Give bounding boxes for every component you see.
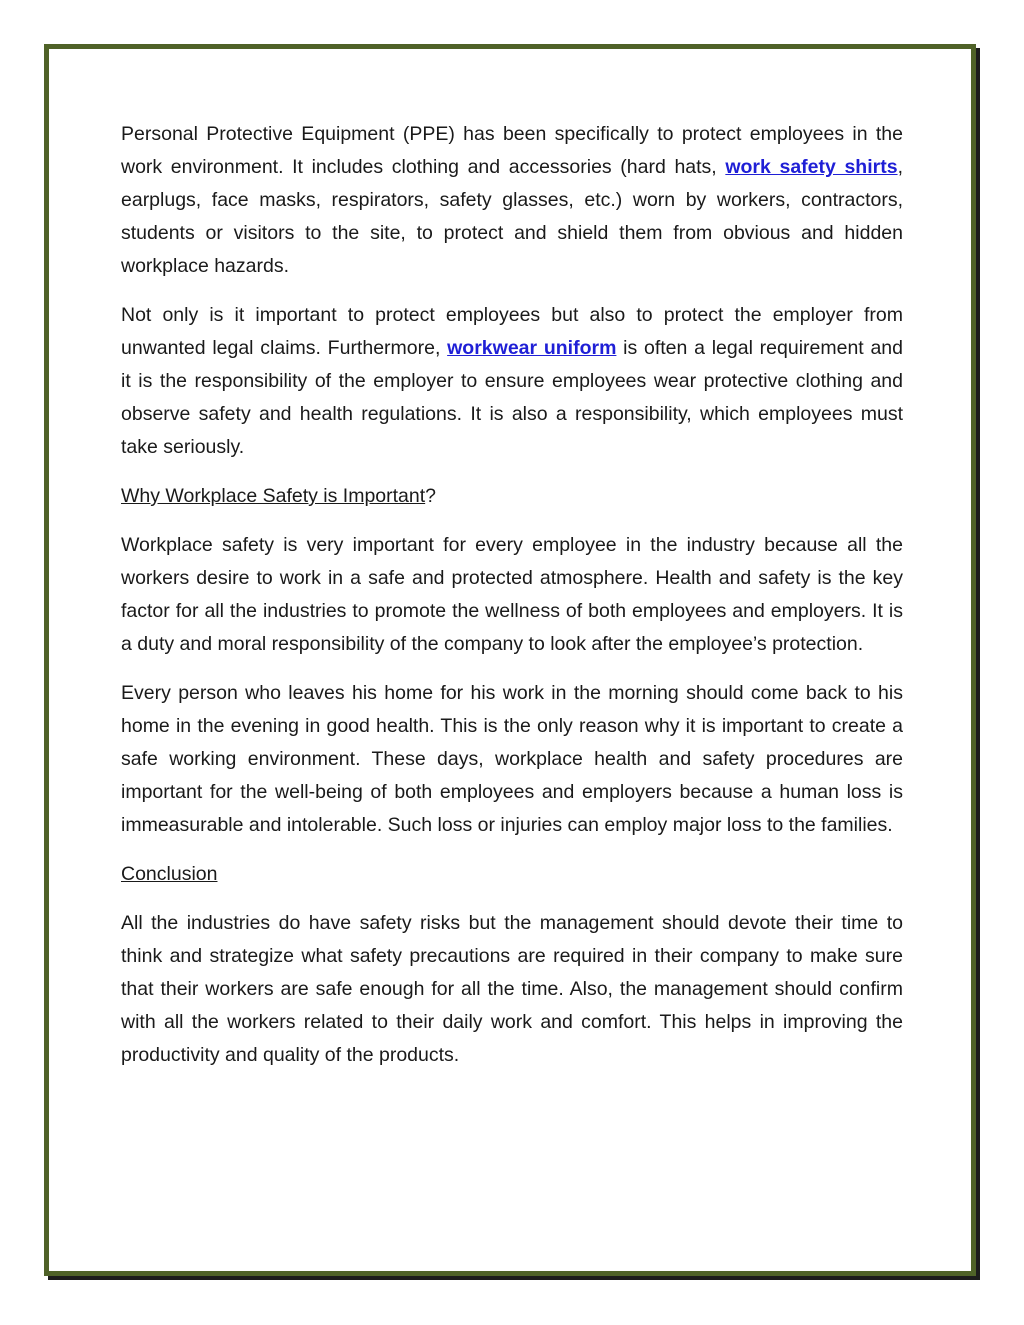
work-safety-shirts-link[interactable]: work safety shirts	[725, 156, 898, 178]
workwear-uniform-link[interactable]: workwear uniform	[447, 337, 617, 359]
paragraph-every-person: Every person who leaves his home for his work in the morning should come back to his home in the evening in good health. This is the only reason why it is important to create a safe working environment. These days, workplace health and safety procedures are important for the well-being of both employees and employers because a human loss is immeasurable and intolerable. Such loss or injuries can employ major loss to the families.	[121, 682, 903, 836]
document-body	[121, 118, 903, 1088]
heading-text: Why Workplace Safety is Important	[121, 485, 426, 507]
paragraph-text: Not only is it important to protect employees but also to protect the employer from unwanted legal claims. Furthermore,	[121, 304, 903, 359]
section-heading-conclusion	[121, 858, 903, 891]
paragraph-employer-protection	[121, 299, 903, 464]
paragraph-conclusion: All the industries do have safety risks but the management should devote their time to think and strategize what safety precautions are required in their company to make sure that their workers are safe enough for all the time. Also, the management should confirm with all the workers related to their daily work and comfort. This helps in improving the productivity and quality of the products.	[121, 912, 903, 1066]
heading-text: Conclusion	[121, 863, 218, 885]
section-heading-why-safety	[121, 480, 903, 513]
paragraph-workplace-safety: Workplace safety is very important for every employee in the industry because all the workers desire to work in a safe and protected atmosphere. Health and safety is the key factor for all the industries to promote the wellness of both employees and employers. It is a duty and moral responsibility of the company to look after the employee’s protection.	[121, 534, 903, 655]
paragraph-text: is often a legal requirement and it is the responsibility of the employer to ensure employees wear protective clothing and observe safety and health regulations. It is also a responsibility, which employees must take seriously.	[121, 337, 903, 458]
paragraph-text: Personal Protective Equipment (PPE) has been specifically to protect employees in the work environment. It includes clothing and accessories (hard hats,	[121, 123, 903, 178]
paragraph-ppe-intro	[121, 118, 903, 283]
paragraph-text: , earplugs, face masks, respirators, safety glasses, etc.) worn by workers, contractors, students or visitors to the site, to protect and shield them from obvious and hidden workplace hazards.	[121, 156, 903, 277]
heading-suffix: ?	[425, 485, 437, 507]
